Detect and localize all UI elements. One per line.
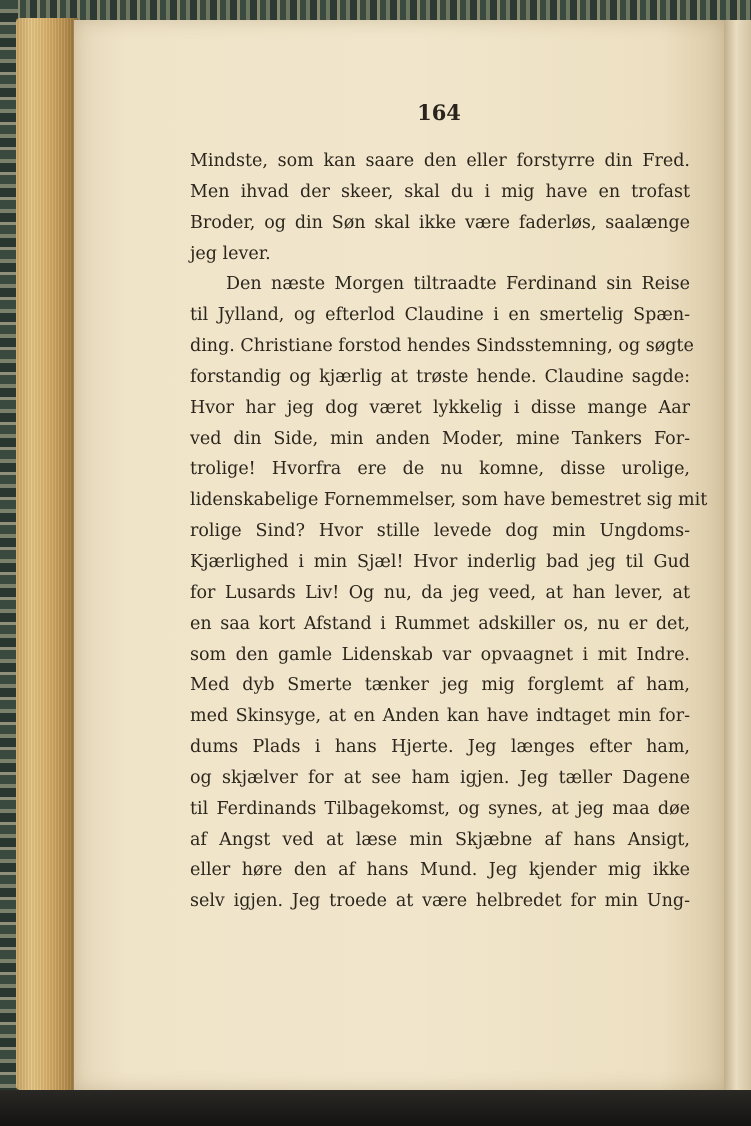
book-cover-bottom (0, 1090, 751, 1126)
text-line: rolige Sind? Hvor stille levede dog min Ungdoms- (190, 521, 690, 542)
text-line: forstandig og kjærlig at trøste hende. Claudine sagde: (190, 366, 690, 387)
text-line: ding. Christiane forstod hendes Sindsstemning, og søgte (190, 336, 694, 357)
text-line: lidenskabelige Fornemmelser, som have bemestret sig mit (190, 490, 708, 511)
text-line: for Lusards Liv! Og nu, da jeg veed, at han lever, at (190, 582, 690, 603)
text-line: Kjærlighed i min Sjæl! Hvor inderlig bad jeg til Gud (190, 551, 690, 572)
text-line: som den gamle Lidenskab var opvaagnet i mit Indre. (190, 644, 690, 665)
text-line: dums Plads i hans Hjerte. Jeg længes efter ham, (190, 737, 690, 758)
text-line: eller høre den af hans Mund. Jeg kjender mig ikke (190, 860, 690, 881)
text-line: Med dyb Smerte tænker jeg mig forglemt af ham, (190, 675, 690, 696)
text-line: en saa kort Afstand i Rummet adskiller os, nu er det, (190, 613, 690, 634)
page-number: 164 (417, 100, 461, 125)
text-line: Broder, og din Søn skal ikke være faderløs, saalænge (190, 212, 690, 233)
text-line: af Angst ved at læse min Skjæbne af hans Ansigt, (190, 829, 690, 850)
text-line: Den næste Morgen tiltraadte Ferdinand sin Reise (226, 274, 690, 295)
text-line: Men ihvad der skeer, skal du i mig have en trofast (190, 181, 690, 202)
facing-page-edge (724, 20, 751, 1090)
text-line: jeg lever. (190, 243, 271, 264)
text-line: til Jylland, og efterlod Claudine i en smertelig Spæn- (190, 305, 690, 326)
gilt-page-edges (16, 18, 78, 1090)
text-line: trolige! Hvorfra ere de nu komne, disse urolige, (190, 459, 690, 480)
text-line: selv igjen. Jeg troede at være helbredet for min Ung- (190, 891, 690, 912)
text-line: Hvor har jeg dog været lykkelig i disse mange Aar (190, 397, 690, 418)
text-line: Mindste, som kan saare den eller forstyrre din Fred. (190, 151, 690, 171)
text-line: med Skinsyge, at en Anden kan have indtaget min for- (190, 706, 690, 727)
text-line: og skjælver for at see ham igjen. Jeg tæller Dagene (190, 767, 690, 788)
page-text (190, 146, 708, 917)
text-line: til Ferdinands Tilbagekomst, og synes, at jeg maa døe (190, 798, 690, 819)
text-line: ved din Side, min anden Moder, mine Tankers For- (190, 428, 690, 449)
